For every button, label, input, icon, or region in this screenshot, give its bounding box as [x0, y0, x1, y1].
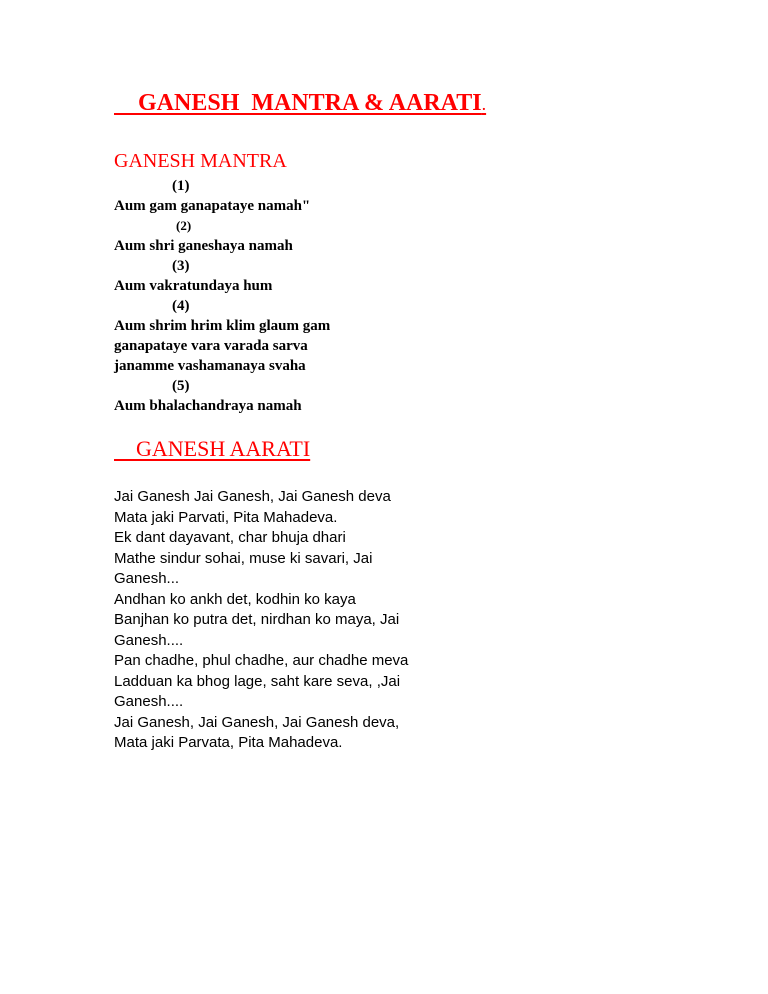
mantra-line: Aum vakratundaya hum	[114, 278, 273, 294]
title-text: GANESH MANTRA & AARATI	[114, 90, 482, 116]
mantra-line: ganapataye vara varada sarva	[114, 338, 308, 354]
title-suffix: .	[481, 94, 487, 114]
mantra-entry-3	[114, 256, 330, 296]
mantra-number: (1)	[172, 178, 190, 194]
mantra-number: (5)	[172, 378, 190, 394]
aarati-line: Ganesh....	[114, 693, 184, 710]
aarati-line: Ganesh...	[114, 570, 180, 587]
aarati-line: Mathe sindur sohai, muse ki savari, Jai	[114, 549, 373, 567]
mantra-entry-2	[114, 216, 330, 256]
aarati-line: Ganesh....	[114, 631, 184, 649]
aarati-line: Banjhan ko putra det, nirdhan ko maya, Jai	[114, 611, 400, 628]
mantra-line: Aum shrim hrim klim glaum gam	[114, 318, 331, 334]
aarati-line: Jai Ganesh Jai Ganesh, Jai Ganesh deva	[114, 488, 391, 505]
aarati-lyrics	[114, 487, 408, 754]
mantra-number: (4)	[172, 298, 190, 314]
mantra-section-heading: GANESH MANTRA	[114, 150, 287, 172]
aarati-line: Ladduan ka bhog lage, saht kare seva, ,Jai	[114, 672, 401, 690]
aarati-line: Andhan ko ankh det, kodhin ko kaya	[114, 590, 356, 608]
mantra-entry-1	[114, 176, 330, 216]
mantra-number: (3)	[172, 258, 190, 274]
aarati-line: Jai Ganesh, Jai Ganesh, Jai Ganesh deva,	[114, 713, 400, 731]
mantra-line: Aum bhalachandraya namah	[114, 398, 302, 414]
aarati-section-heading: GANESH AARATI	[114, 436, 311, 461]
document-title	[114, 90, 486, 117]
mantra-entry-5	[114, 376, 330, 416]
mantra-line: Aum gam ganapataye namah"	[114, 198, 311, 214]
aarati-line: Pan chadhe, phul chadhe, aur chadhe meva	[114, 652, 409, 669]
mantra-line: Aum shri ganeshaya namah	[114, 238, 293, 254]
mantra-list	[114, 176, 330, 416]
aarati-line: Mata jaki Parvata, Pita Mahadeva.	[114, 734, 343, 751]
mantra-line: janamme vashamanaya svaha	[114, 358, 306, 374]
mantra-entry-4	[114, 296, 330, 376]
mantra-number: (2)	[176, 218, 192, 233]
aarati-line: Ek dant dayavant, char bhuja dhari	[114, 529, 346, 546]
aarati-line: Mata jaki Parvati, Pita Mahadeva.	[114, 508, 338, 526]
